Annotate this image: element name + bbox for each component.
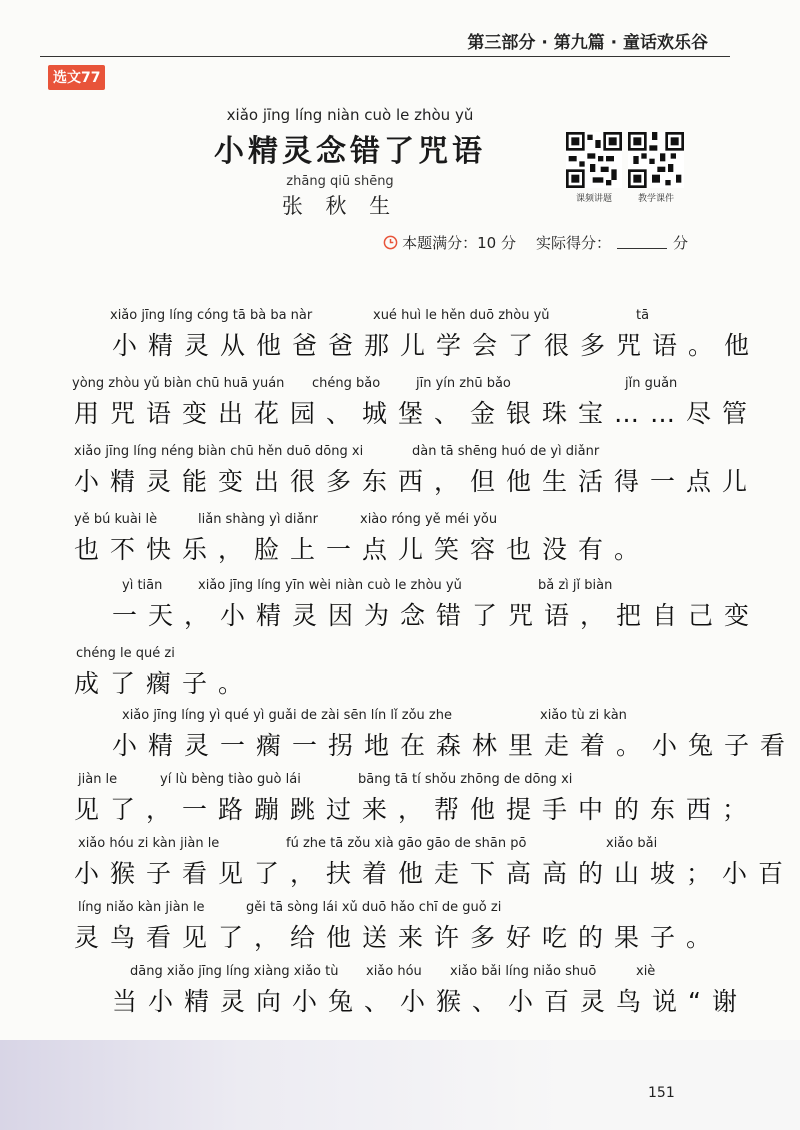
pinyin-line <box>60 964 680 980</box>
section-header: 第三部分 · 第九篇 · 童话欢乐谷 <box>467 33 708 53</box>
pinyin-line <box>60 444 680 460</box>
pinyin-segment: yòng zhòu yǔ biàn chū huā yuán <box>72 376 285 391</box>
selection-badge: 选文77 <box>48 65 105 90</box>
text-line: 一天，小精灵因为念错了咒语，把自己变 <box>112 601 761 630</box>
pinyin-line <box>60 772 680 788</box>
qr-code-icon[interactable] <box>628 132 684 188</box>
pinyin-segment: chéng le qué zi <box>76 646 175 661</box>
qr-caption-video: 课频讲题 <box>575 194 612 204</box>
qr-code-icon[interactable] <box>566 132 622 188</box>
text-line: 也不快乐，脸上一点儿笑容也没有。 <box>74 535 651 564</box>
pinyin-segment: chéng bǎo <box>312 376 381 391</box>
pinyin-segment: jīn yín zhū bǎo <box>416 376 511 391</box>
text-line: 小精灵能变出很多东西，但他生活得一点儿 <box>74 467 759 496</box>
score-unit: 分 <box>672 234 688 252</box>
pinyin-segment: jiàn le <box>78 772 118 787</box>
pinyin-line <box>60 900 680 916</box>
pinyin-segment: jǐn guǎn <box>625 376 678 391</box>
pinyin-line <box>60 836 680 852</box>
title-pinyin: xiǎo jīng líng niàn cuò le zhòu yǔ <box>226 106 474 124</box>
pinyin-line <box>60 708 680 724</box>
pinyin-segment: xiào róng yě méi yǒu <box>360 512 498 527</box>
text-line: 小精灵一瘸一拐地在森林里走着。小兔子看 <box>112 731 797 760</box>
pinyin-segment: xiǎo hóu zi kàn jiàn le <box>78 836 220 851</box>
pinyin-segment: xiǎo jīng líng yīn wèi niàn cuò le zhòu yǔ <box>198 578 462 593</box>
pinyin-segment: bāng tā tí shǒu zhōng de dōng xi <box>358 772 573 787</box>
page-title: 小精灵念错了咒语 <box>214 134 486 169</box>
page-number: 151 <box>648 1085 675 1101</box>
pinyin-line <box>60 646 680 662</box>
text-line: 用咒语变出花园、城堡、金银珠宝……尽管 <box>74 399 759 428</box>
pinyin-segment: líng niǎo kàn jiàn le <box>78 900 205 915</box>
text-line: 小精灵从他爸爸那儿学会了很多咒语。他 <box>112 331 761 360</box>
author-name: 张 秋 生 <box>281 194 399 218</box>
pinyin-segment: xiè <box>636 964 656 979</box>
pinyin-segment: yì tiān <box>122 578 163 593</box>
pinyin-segment: xué huì le hěn duō zhòu yǔ <box>373 308 550 323</box>
score-blank[interactable] <box>617 236 667 249</box>
pinyin-segment: liǎn shàng yì diǎnr <box>198 512 319 527</box>
pinyin-segment: dàn tā shēng huó de yì diǎnr <box>412 444 600 459</box>
score-line <box>383 232 688 253</box>
header-divider <box>40 56 730 57</box>
text-line: 成了瘸子。 <box>74 669 255 698</box>
page-bottom-band <box>0 1040 800 1130</box>
pinyin-line <box>60 308 680 324</box>
pinyin-segment: yě bú kuài lè <box>74 512 158 527</box>
pinyin-segment: xiǎo hóu <box>366 964 422 979</box>
pinyin-line <box>60 578 680 594</box>
pinyin-segment: xiǎo jīng líng yì qué yì guǎi de zài sēn lín lǐ zǒu zhe <box>122 708 452 723</box>
pinyin-segment: xiǎo bǎi líng niǎo shuō <box>450 964 597 979</box>
text-line: 见了，一路蹦跳过来，帮他提手中的东西； <box>74 795 759 824</box>
pinyin-segment: xiǎo tù zi kàn <box>540 708 627 723</box>
pinyin-segment: tā <box>636 308 650 323</box>
pinyin-segment: fú zhe tā zǒu xià gāo gāo de shān pō <box>286 836 527 851</box>
pinyin-segment: xiǎo bǎi <box>606 836 658 851</box>
text-line: 灵鸟看见了，给他送来许多好吃的果子。 <box>74 923 723 952</box>
pinyin-line <box>60 376 680 392</box>
pinyin-segment: gěi tā sòng lái xǔ duō hǎo chī de guǒ zi <box>246 900 502 915</box>
text-line: 小猴子看见了，扶着他走下高高的山坡；小百 <box>74 859 795 888</box>
pinyin-segment: yí lù bèng tiào guò lái <box>160 772 301 787</box>
qr-caption-courseware: 教学课件 <box>637 194 674 204</box>
pinyin-segment: bǎ zì jǐ biàn <box>538 578 613 593</box>
full-score-label: 本题满分：10 分 <box>402 234 516 252</box>
pinyin-line <box>60 512 680 528</box>
actual-score-label: 实际得分： <box>535 234 611 252</box>
pinyin-segment: xiǎo jīng líng cóng tā bà ba nàr <box>110 308 313 323</box>
author-pinyin: zhāng qiū shēng <box>286 174 394 189</box>
pinyin-segment: dāng xiǎo jīng líng xiàng xiǎo tù <box>130 964 339 979</box>
clock-icon <box>383 235 398 250</box>
pinyin-segment: xiǎo jīng líng néng biàn chū hěn duō dōng xi <box>74 444 364 459</box>
text-line: 当小精灵向小兔、小猴、小百灵鸟说“谢 <box>112 987 748 1016</box>
